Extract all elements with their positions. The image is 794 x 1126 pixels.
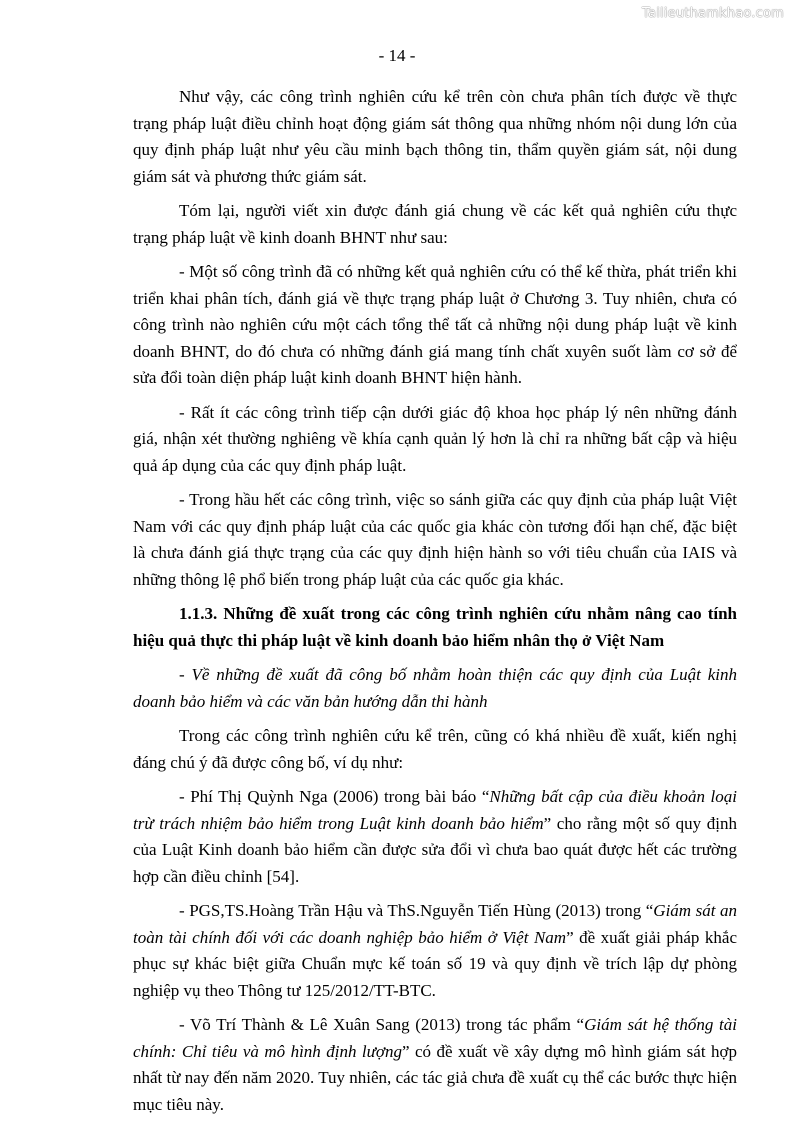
citation-title: Giám sát an toàn tài chính đối với các doanh nghiệp bảo hiểm ở Việt Nam <box>133 901 737 947</box>
subheading: - Về những đề xuất đã công bố nhằm hoàn thiện các quy định của Luật kinh doanh bảo hiểm và các văn bản hướng dẫn thi hành <box>133 665 737 711</box>
section-heading: 1.1.3. Những đề xuất trong các công trình nghiên cứu nhằm nâng cao tính hiệu quả thực thi pháp luật về kinh doanh bảo hiểm nhân thọ ở Việt Nam <box>133 604 737 650</box>
citation-paragraph <box>133 784 737 890</box>
citation-text: - Võ Trí Thành & Lê Xuân Sang (2013) trong tác phẩm “ <box>179 1015 585 1034</box>
paragraph: - Rất ít các công trình tiếp cận dưới giác độ khoa học pháp lý nên những đánh giá, nhận xét thường nghiêng về khía cạnh quản lý hơn là chỉ ra những bất cập và hiệu quả áp dụng của các quy định pháp luật. <box>133 402 737 475</box>
citation-paragraph <box>133 898 737 1004</box>
document-body <box>133 84 737 1126</box>
citation-title: Giám sát hệ thống tài chính: Chỉ tiêu và mô hình định lượng <box>133 1015 737 1061</box>
page-number: - 14 - <box>378 46 416 65</box>
citation-text: ” có đề xuất về xây dựng mô hình giám sát hợp nhất từ nay đến năm 2020. Tuy nhiên, các tác giả chưa đề xuất cụ thể các bước thực hiện mục tiêu này. <box>133 1041 737 1114</box>
citation-text: - PGS,TS.Hoàng Trần Hậu và ThS.Nguyễn Tiến Hùng (2013) trong “ <box>179 901 654 920</box>
paragraph: Tóm lại, người viết xin được đánh giá chung về các kết quả nghiên cứu thực trạng pháp luật về kinh doanh BHNT như sau: <box>133 201 737 247</box>
paragraph: Như vậy, các công trình nghiên cứu kể trên còn chưa phân tích được về thực trạng pháp luật điều chỉnh hoạt động giám sát thông qua những nhóm nội dung lớn của quy định pháp luật như yêu cầu minh bạch thông tin, thẩm quyền giám sát, nội dung giám sát và phương thức giám sát. <box>133 87 737 186</box>
paragraph: - Một số công trình đã có những kết quả nghiên cứu có thể kế thừa, phát triển khi triển khai phân tích, đánh giá về thực trạng pháp luật ở Chương 3. Tuy nhiên, chưa có công trình nào nghiên cứu một cách tổng thể tất cả những nội dung pháp luật về kinh doanh BHNT, do đó chưa có những đánh giá mang tính chất xuyên suốt làm cơ sở để sửa đổi toàn diện pháp luật kinh doanh BHNT hiện hành. <box>133 262 737 387</box>
citation-text: ” đề xuất giải pháp khắc phục sự khác biệt giữa Chuẩn mực kế toán số 19 và quy định về trích lập dự phòng nghiệp vụ theo Thông tư 125/2012/TT-BTC. <box>133 927 737 1000</box>
paragraph: Trong các công trình nghiên cứu kể trên, cũng có khá nhiều đề xuất, kiến nghị đáng chú ý đã được công bố, ví dụ như: <box>133 726 737 772</box>
citation-title: Những bất cập của điều khoản loại trừ trách nhiệm bảo hiểm trong Luật kinh doanh bảo hiểm <box>133 787 737 833</box>
paragraph: - Trong hầu hết các công trình, việc so sánh giữa các quy định của pháp luật Việt Nam với các quy định pháp luật của các quốc gia khác còn tương đối hạn chế, đặc biệt là chưa đánh giá thực trạng của các quy định hiện hành so với tiêu chuẩn của IAIS và những thông lệ phổ biến trong pháp luật của các quốc gia khác. <box>133 490 737 589</box>
citation-paragraph <box>133 1012 737 1118</box>
citation-text: ” cho rằng một số quy định của Luật Kinh doanh bảo hiểm cần được sửa đổi vì chưa bao quát được hết các trường hợp cần điều chỉnh [54]. <box>133 813 737 886</box>
watermark: Tailieuthamkhao.com <box>642 6 784 21</box>
citation-text: - Phí Thị Quỳnh Nga (2006) trong bài báo “ <box>179 787 490 806</box>
